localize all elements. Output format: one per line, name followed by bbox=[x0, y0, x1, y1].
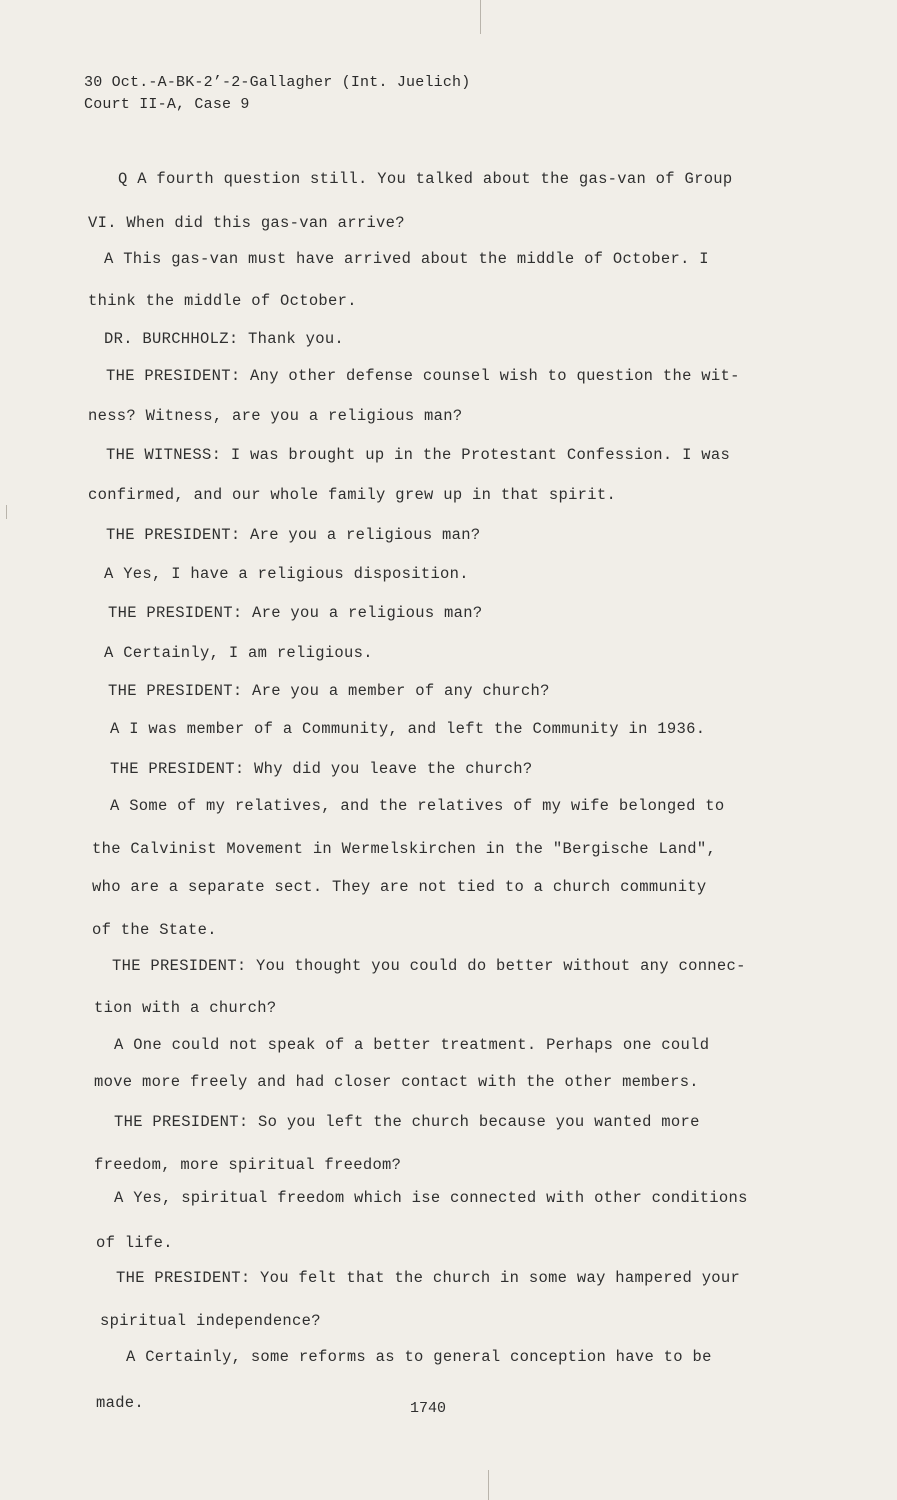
transcript-line-18: the Calvinist Movement in Wermelskirchen in the "Bergische Land", bbox=[92, 840, 717, 858]
transcript-line-31: A Certainly, some reforms as to general conception have to be bbox=[126, 1348, 712, 1366]
transcript-line-8: THE WITNESS: I was brought up in the Protestant Confession. I was bbox=[106, 446, 731, 464]
transcript-line-21: THE PRESIDENT: You thought you could do better without any connec- bbox=[112, 957, 746, 975]
transcript-line-26: freedom, more spiritual freedom? bbox=[94, 1156, 402, 1174]
transcript-line-7: ness? Witness, are you a religious man? bbox=[88, 407, 463, 425]
page-edge-mark-left bbox=[6, 505, 7, 519]
transcript-line-16: THE PRESIDENT: Why did you leave the church? bbox=[110, 760, 533, 778]
transcript-line-6: THE PRESIDENT: Any other defense counsel wish to question the wit- bbox=[106, 367, 740, 385]
page-edge-mark-top bbox=[480, 0, 481, 34]
header-line-1: 30 Oct.-A-BK-2’-2-Gallagher (Int. Juelich) bbox=[84, 74, 471, 91]
page-number: 1740 bbox=[410, 1400, 447, 1417]
transcript-line-28: of life. bbox=[96, 1234, 173, 1252]
transcript-line-32: made. bbox=[96, 1394, 145, 1412]
transcript-line-12: THE PRESIDENT: Are you a religious man? bbox=[108, 604, 483, 622]
transcript-line-30: spiritual independence? bbox=[100, 1312, 321, 1330]
document-header bbox=[84, 72, 470, 116]
transcript-line-14: THE PRESIDENT: Are you a member of any church? bbox=[108, 682, 550, 700]
transcript-line-15: A I was member of a Community, and left the Community in 1936. bbox=[110, 720, 706, 738]
transcript-line-1: Q A fourth question still. You talked about the gas-van of Group bbox=[118, 170, 733, 188]
transcript-line-25: THE PRESIDENT: So you left the church because you wanted more bbox=[114, 1113, 700, 1131]
transcript-line-9: confirmed, and our whole family grew up in that spirit. bbox=[88, 486, 617, 504]
transcript-line-4: think the middle of October. bbox=[88, 292, 357, 310]
transcript-line-24: move more freely and had closer contact with the other members. bbox=[94, 1073, 699, 1091]
transcript-line-2: VI. When did this gas-van arrive? bbox=[88, 214, 405, 232]
transcript-line-20: of the State. bbox=[92, 921, 217, 939]
transcript-line-5: DR. BURCHHOLZ: Thank you. bbox=[104, 330, 345, 348]
page-edge-mark-bottom bbox=[488, 1470, 489, 1500]
transcript-line-23: A One could not speak of a better treatment. Perhaps one could bbox=[114, 1036, 710, 1054]
transcript-line-17: A Some of my relatives, and the relatives of my wife belonged to bbox=[110, 797, 725, 815]
transcript-line-19: who are a separate sect. They are not tied to a church community bbox=[92, 878, 707, 896]
transcript-line-29: THE PRESIDENT: You felt that the church in some way hampered your bbox=[116, 1269, 741, 1287]
transcript-line-11: A Yes, I have a religious disposition. bbox=[104, 565, 469, 583]
transcript-line-3: A This gas-van must have arrived about the middle of October. I bbox=[104, 250, 709, 268]
transcript-line-10: THE PRESIDENT: Are you a religious man? bbox=[106, 526, 481, 544]
header-line-2: Court II-A, Case 9 bbox=[84, 96, 250, 113]
transcript-line-13: A Certainly, I am religious. bbox=[104, 644, 373, 662]
transcript-line-27: A Yes, spiritual freedom which ise connected with other conditions bbox=[114, 1189, 748, 1207]
transcript-line-22: tion with a church? bbox=[94, 999, 277, 1017]
